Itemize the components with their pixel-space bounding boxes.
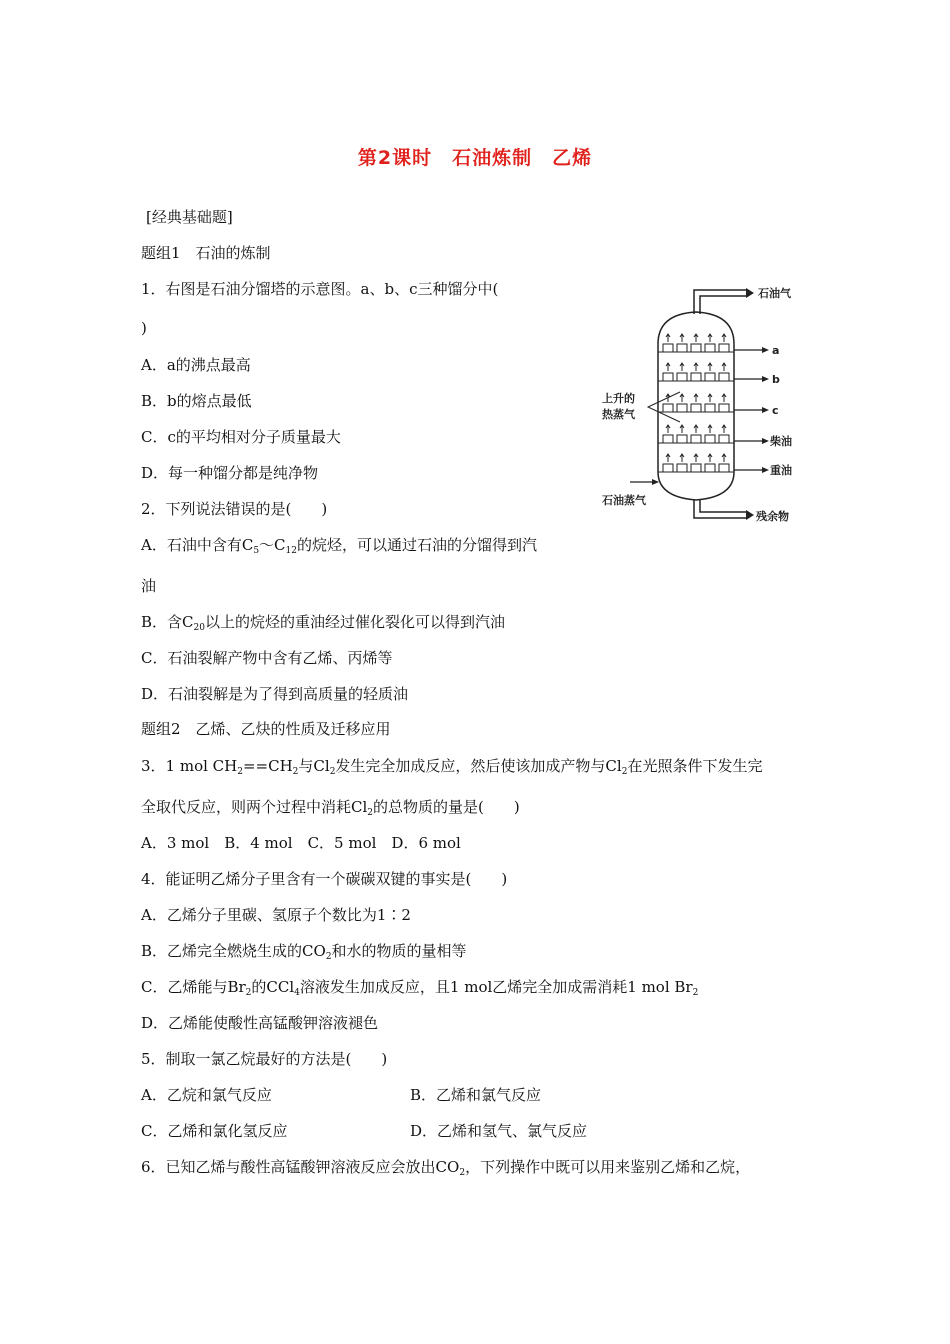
vapour-arrow	[680, 425, 684, 433]
q2-option-d: D．石油裂解是为了得到高质量的轻质油	[141, 685, 409, 703]
bubble-cap	[677, 464, 687, 472]
q1-option-b: B．b的熔点最低	[141, 392, 252, 410]
q2-option-c: C．石油裂解产物中含有乙烯、丙烯等	[141, 649, 393, 667]
bubble-cap	[677, 373, 687, 381]
bubble-cap	[705, 404, 715, 412]
q4-stem: 4．能证明乙烯分子里含有一个碳碳双键的事实是( )	[141, 870, 508, 888]
vapour-arrow	[694, 363, 698, 371]
vapour-arrow	[708, 425, 712, 433]
label-feed-vapour: 石油蒸气	[602, 494, 646, 507]
bubble-cap	[663, 373, 673, 381]
vapour-arrow	[666, 425, 670, 433]
bubble-cap	[691, 404, 701, 412]
vapour-arrow	[708, 334, 712, 342]
bubble-cap	[663, 435, 673, 443]
vapour-arrow	[666, 334, 670, 342]
bubble-cap	[719, 404, 729, 412]
q2-option-a-cont: 油	[141, 577, 157, 595]
q6-stem: 6．已知乙烯与酸性高锰酸钾溶液反应会放出$CO_2$，下列操作中既可以用来鉴别乙烯和乙烷，	[141, 1158, 751, 1178]
vapour-arrow	[708, 363, 712, 371]
q5-option-d: D．乙烯和氢气、氯气反应	[410, 1122, 588, 1140]
vapour-arrow	[666, 363, 670, 371]
q4-option-a: A．乙烯分子里碳、氢原子个数比为1∶2	[141, 906, 411, 924]
q3-options: A．3 mol B．4 mol C．5 mol D．6 mol	[141, 834, 461, 852]
vapour-arrow	[708, 454, 712, 462]
q1-stem-end: )	[141, 319, 147, 337]
bubble-cap	[677, 435, 687, 443]
group-heading-1: 题组1 石油的炼制	[141, 244, 271, 262]
label-b: b	[772, 373, 780, 386]
vapour-arrow	[680, 334, 684, 342]
q4-option-b: B．乙烯完全燃烧生成的$CO_2$和水的物质的量相等	[141, 942, 467, 962]
vapour-arrow	[722, 425, 726, 433]
bubble-cap	[705, 373, 715, 381]
q4-option-d: D．乙烯能使酸性高锰酸钾溶液褪色	[141, 1014, 379, 1032]
q5-option-b: B．乙烯和氯气反应	[410, 1086, 542, 1104]
bubble-cap	[719, 464, 729, 472]
q3-stem-line1: 3．1 mol $CH_2==CH_2$与$Cl_2$发生完全加成反应，然后使该加成产物与$Cl_2$在光照条件下发生完	[141, 757, 763, 777]
bubble-cap	[705, 435, 715, 443]
distillation-tower-diagram	[596, 282, 816, 532]
q2-option-b: B．含$C_{20}$以上的烷烃的重油经过催化裂化可以得到汽油	[141, 613, 505, 633]
vapour-arrow	[694, 454, 698, 462]
vapour-arrow	[680, 394, 684, 402]
vapour-arrow	[722, 394, 726, 402]
label-rising-1: 上升的	[602, 392, 635, 405]
label-diesel: 柴油	[770, 435, 792, 448]
bubble-cap	[663, 464, 673, 472]
bubble-cap	[719, 344, 729, 352]
bubble-cap	[719, 373, 729, 381]
label-heavy-oil: 重油	[770, 464, 792, 477]
q1-stem: 1．右图是石油分馏塔的示意图。a、b、c三种馏分中(	[141, 280, 499, 298]
label-residue: 残余物	[756, 510, 789, 523]
q1-option-c: C．c的平均相对分子质量最大	[141, 428, 341, 446]
q3-stem-line2: 全取代反应，则两个过程中消耗$Cl_2$的总物质的量是( )	[141, 798, 520, 818]
page-title: 第2课时 石油炼制 乙烯	[357, 147, 593, 169]
vapour-arrow	[694, 334, 698, 342]
bubble-cap	[719, 435, 729, 443]
q2-stem: 2．下列说法错误的是( )	[141, 500, 328, 518]
group-heading-2: 题组2 乙烯、乙炔的性质及迁移应用	[141, 720, 391, 738]
section-label: [经典基础题]	[146, 208, 233, 226]
q1-option-a: A．a的沸点最高	[141, 356, 251, 374]
label-a: a	[772, 344, 780, 357]
q5-option-c: C．乙烯和氯化氢反应	[141, 1122, 288, 1140]
vapour-arrow	[722, 334, 726, 342]
bubble-cap	[691, 344, 701, 352]
vapour-arrow	[722, 454, 726, 462]
label-petroleum-gas: 石油气	[758, 287, 791, 300]
q5-option-a: A．乙烷和氯气反应	[141, 1086, 272, 1104]
bubble-cap	[691, 464, 701, 472]
q1-option-d: D．每一种馏分都是纯净物	[141, 464, 319, 482]
bubble-cap	[677, 404, 687, 412]
vapour-arrow	[666, 454, 670, 462]
label-rising-2: 热蒸气	[602, 408, 635, 421]
q4-option-c: C．乙烯能与$Br_2$的CCl$_4$溶液发生加成反应，且1 mol乙烯完全加成需消耗1 mol $Br_2$	[141, 978, 699, 998]
vapour-arrow	[708, 394, 712, 402]
bubble-cap	[663, 344, 673, 352]
q5-stem: 5．制取一氯乙烷最好的方法是( )	[141, 1050, 388, 1068]
bubble-cap	[663, 404, 673, 412]
vapour-arrow	[680, 454, 684, 462]
bubble-cap	[691, 373, 701, 381]
bubble-cap	[677, 344, 687, 352]
vapour-arrow	[694, 394, 698, 402]
vapour-arrow	[722, 363, 726, 371]
vapour-arrow	[680, 363, 684, 371]
bubble-cap	[705, 344, 715, 352]
bubble-cap	[705, 464, 715, 472]
bubble-cap	[691, 435, 701, 443]
q2-option-a: A．石油中含有$C_5\sim C_{12}$的烷烃，可以通过石油的分馏得到汽	[141, 536, 537, 556]
label-c: c	[772, 404, 779, 417]
vapour-arrow	[694, 425, 698, 433]
